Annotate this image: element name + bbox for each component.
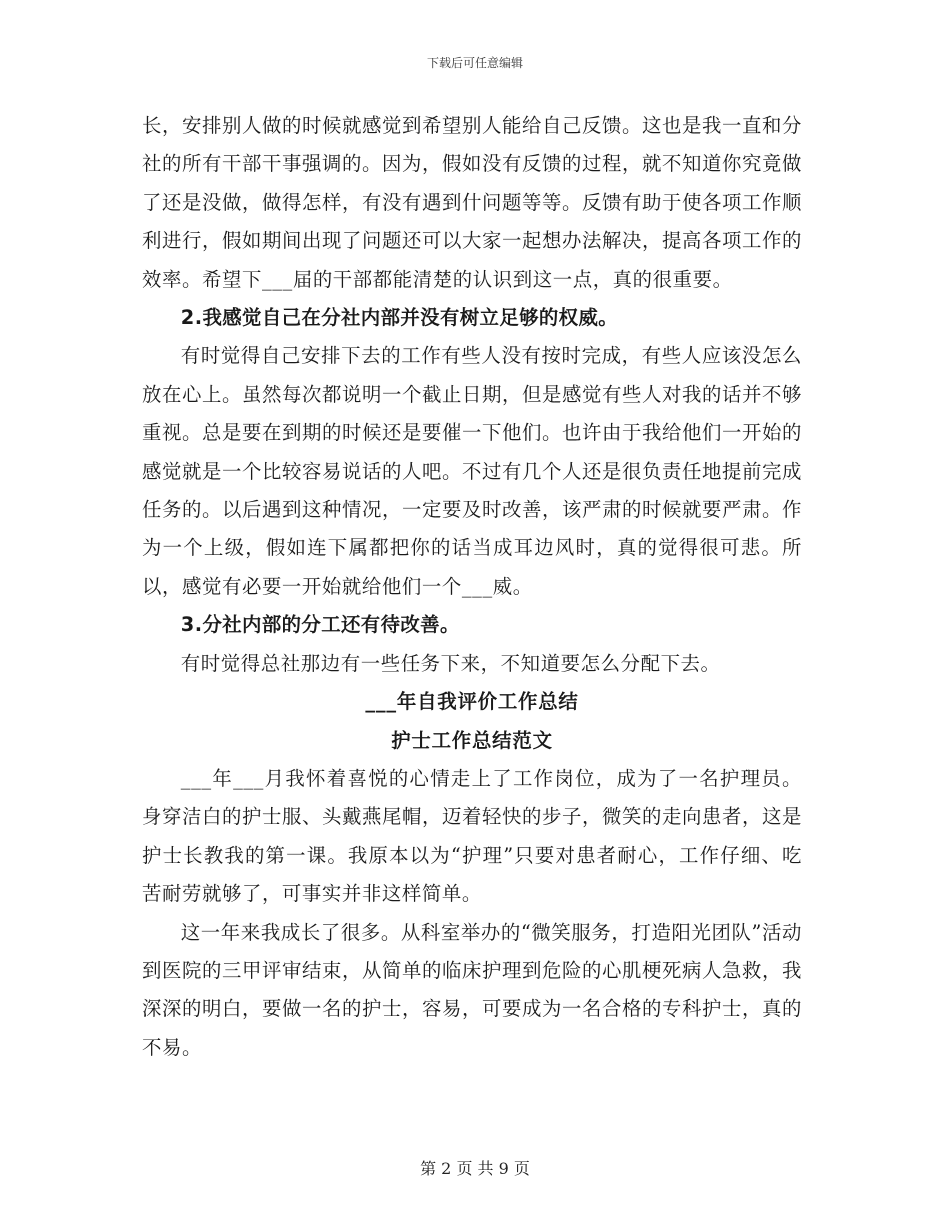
section-heading-division: 3.分社内部的分工还有待改善。 [180,613,460,637]
paragraph-nurse-growth: 这一年来我成长了很多。从科室举办的“微笑服务，打造阳光团队”活动到医院的三甲评审结束，从简单的临床护理到危险的心肌梗死病人急救，我深深的明白，要做一名的护士，容易，可要成为一名合格的专科护士，真的不易。 [142,920,802,1059]
page-number: 第 2 页 共 9 页 [420,1159,530,1178]
paragraph-authority: 有时觉得自己安排下去的工作有些人没有按时完成，有些人应该没怎么放在心上。虽然每次都说明一个截止日期，但是感觉有些人对我的话并不够重视。总是要在到期的时候还是要催一下他们。也许由于我给他们一开始的感觉就是一个比较容易说话的人吧。不过有几个人还是很负责任地提前完成任务的。以后遇到这种情况，一定要及时改善，该严肃的时候就要严肃。作为一个上级，假如连下属都把你的话当成耳边风时，真的觉得很可悲。所以，感觉有必要一开始就给他们一个___威。 [142,344,802,598]
paragraph-division: 有时觉得总社那边有一些任务下来，不知道要怎么分配下去。 [180,651,721,675]
document-title-self-evaluation: ___年自我评价工作总结 [365,690,579,714]
section-heading-authority: 2.我感觉自己在分社内部并没有树立足够的权威。 [180,306,619,330]
document-body [142,107,802,1067]
paragraph-feedback: 长，安排别人做的时候就感觉到希望别人能给自己反馈。这也是我一直和分社的所有干部干事强调的。因为，假如没有反馈的过程，就不知道你究竟做了还是没做，做得怎样，有没有遇到什问题等等。反馈有助于使各项工作顺利进行，假如期间出现了问题还可以大家一起想办法解决，提高各项工作的效率。希望下___届的干部都能清楚的认识到这一点，真的很重要。 [142,114,802,291]
document-title-nurse-summary: 护士工作总结范文 [391,728,553,752]
paragraph-nurse-start: ___年___月我怀着喜悦的心情走上了工作岗位，成为了一名护理员。身穿洁白的护士服、头戴燕尾帽，迈着轻快的步子，微笑的走向患者，这是护士长教我的第一课。我原本以为“护理”只要对患者耐心，工作仔细、吃苦耐劳就够了，可事实并非这样简单。 [142,766,802,906]
page-header: 下载后可任意编辑 [426,56,523,70]
